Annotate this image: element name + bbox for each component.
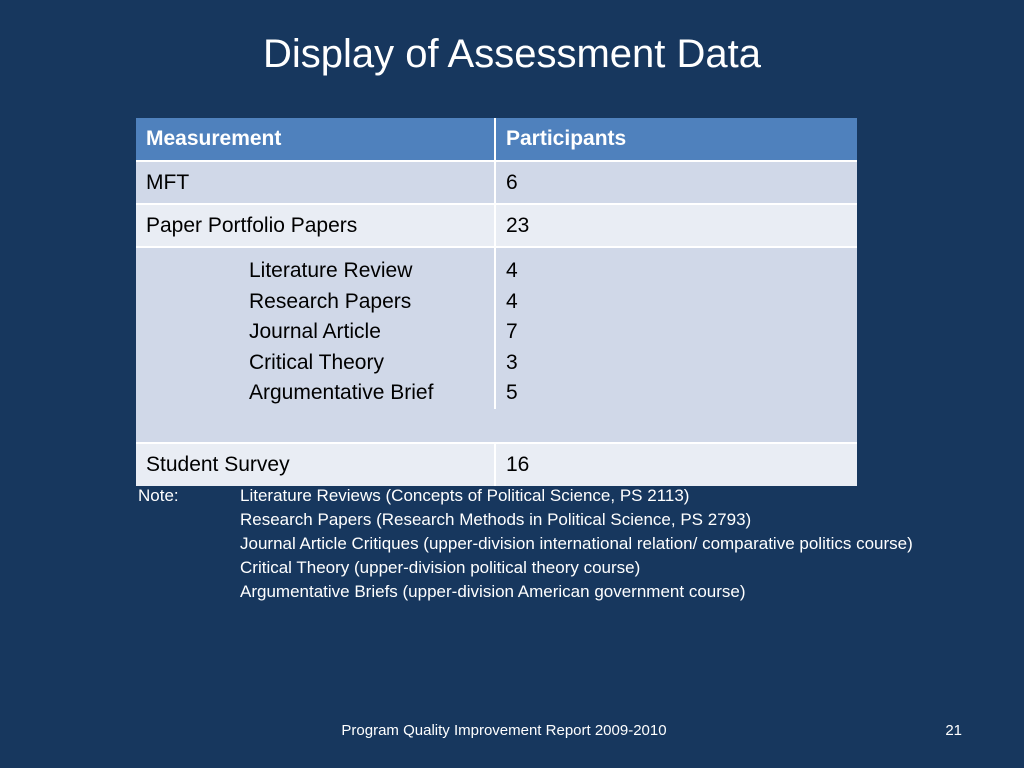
participants-cell: 6 [506,170,518,194]
header-measurement: Measurement [136,118,496,160]
measurement-cell: Paper Portfolio Papers [136,205,496,246]
slide-footer: Program Quality Improvement Report 2009-2010 [341,722,667,739]
page-number: 21 [945,722,962,739]
table-row [136,162,857,205]
note-list [138,484,913,604]
note-label: Note: [138,486,179,505]
note-block [138,484,913,604]
subitem-label: Journal Article [249,320,381,344]
participants-cell: 16 [506,453,530,476]
subitem-count: 7 [506,320,518,344]
subitem-label: Literature Review [249,259,413,282]
subitem-count: 4 [506,259,518,282]
subitem-label: Critical Theory [249,350,384,374]
subitem-label: Argumentative Brief [249,381,434,405]
subitem-labels-cell [136,248,496,409]
note-line: Critical Theory (upper-division political theory course) [240,558,641,577]
subitem-count: 3 [506,350,518,374]
table-header-row [136,118,857,162]
subitem-count: 4 [506,289,518,313]
note-line: Argumentative Briefs (upper-division American government course) [240,582,746,601]
note-line: Journal Article Critiques (upper-division international relation/ comparative politics course) [240,534,913,553]
subitem-label-list [146,256,433,409]
measurement-cell: MFT [136,162,496,203]
table-row-subitems [136,248,857,444]
header-participants: Participants [506,127,627,150]
table-row [136,444,857,486]
note-line: Research Papers (Research Methods in Political Science, PS 2793) [240,510,752,529]
subitem-count: 5 [506,381,518,405]
subitem-label: Research Papers [249,289,412,313]
slide-title: Display of Assessment Data [263,32,761,76]
assessment-table [136,118,857,486]
note-line: Literature Reviews (Concepts of Political Science, PS 2113) [240,486,690,505]
measurement-cell: Student Survey [136,444,496,486]
table-row [136,205,857,248]
subitem-counts-cell [496,248,857,409]
participants-cell: 23 [506,213,530,237]
subitem-count-list [506,256,518,409]
